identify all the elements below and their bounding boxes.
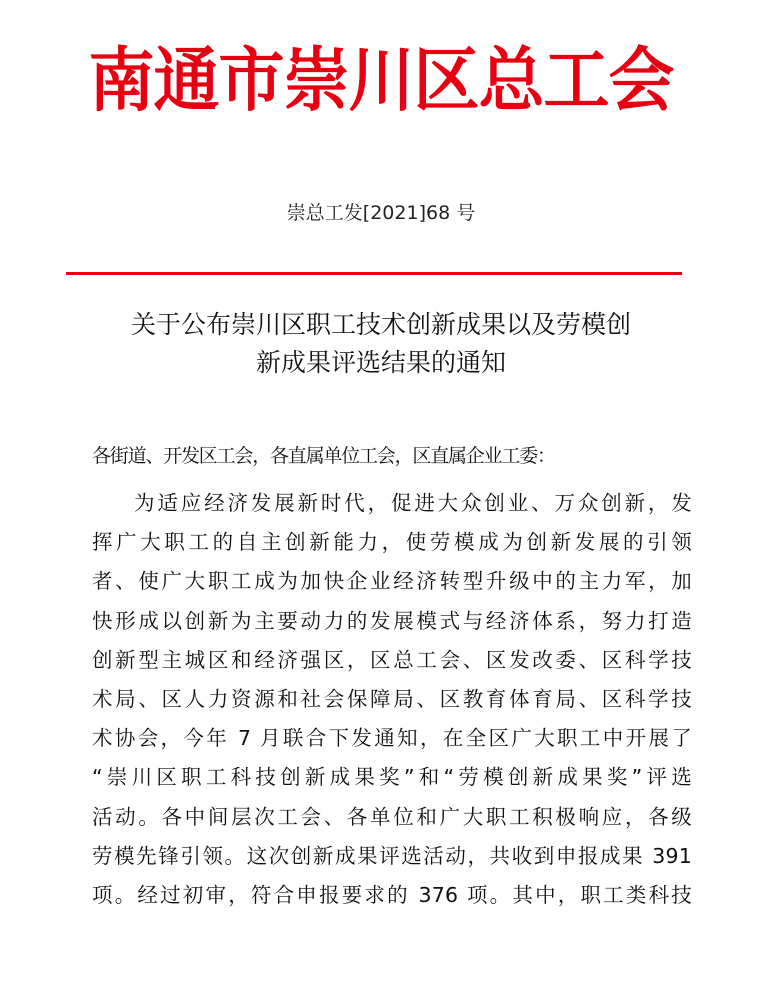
body-line: 术协会，今年 7 月联合下发通知，在全区广大职工中开展了: [92, 726, 692, 751]
red-divider-line: [66, 272, 682, 275]
body-line: “崇川区职工科技创新成果奖”和“劳模创新成果奖”评选: [92, 765, 692, 790]
body-line: 者、使广大职工成为加快企业经济转型升级中的主力军，加: [92, 569, 692, 594]
notice-title-line-1: 关于公布崇川区职工技术创新成果以及劳模创: [130, 310, 631, 339]
body-line: 术局、区人力资源和社会保障局、区教育体育局、区科学技: [92, 686, 692, 711]
body-paragraph: [92, 484, 692, 915]
body-line: 挥广大职工的自主创新能力，使劳模成为创新发展的引领: [92, 530, 692, 555]
body-line: 劳模先锋引领。这次创新成果评选活动，共收到申报成果 391: [92, 843, 692, 868]
body-line: 活动。各中间层次工会、各单位和广大职工积极响应，各级: [92, 804, 692, 829]
body-line: 快形成以创新为主要动力的发展模式与经济体系，努力打造: [92, 608, 692, 633]
body-line: 为适应经济发展新时代，促进大众创业、万众创新，发: [134, 491, 692, 515]
org-masthead: 南通市崇川区总工会: [88, 40, 674, 121]
notice-title: [80, 306, 682, 382]
document-number: 崇总工发[2021]68 号: [286, 202, 476, 224]
salutation: 各街道、开发区工会，各直属单位工会，区直属企业工委：: [92, 445, 555, 467]
body-line: 创新型主城区和经济强区，区总工会、区发改委、区科学技: [92, 647, 692, 672]
notice-title-line-2: 新成果评选结果的通知: [255, 348, 506, 377]
body-line: 项。经过初审，符合申报要求的 376 项。其中，职工类科技: [92, 882, 692, 907]
